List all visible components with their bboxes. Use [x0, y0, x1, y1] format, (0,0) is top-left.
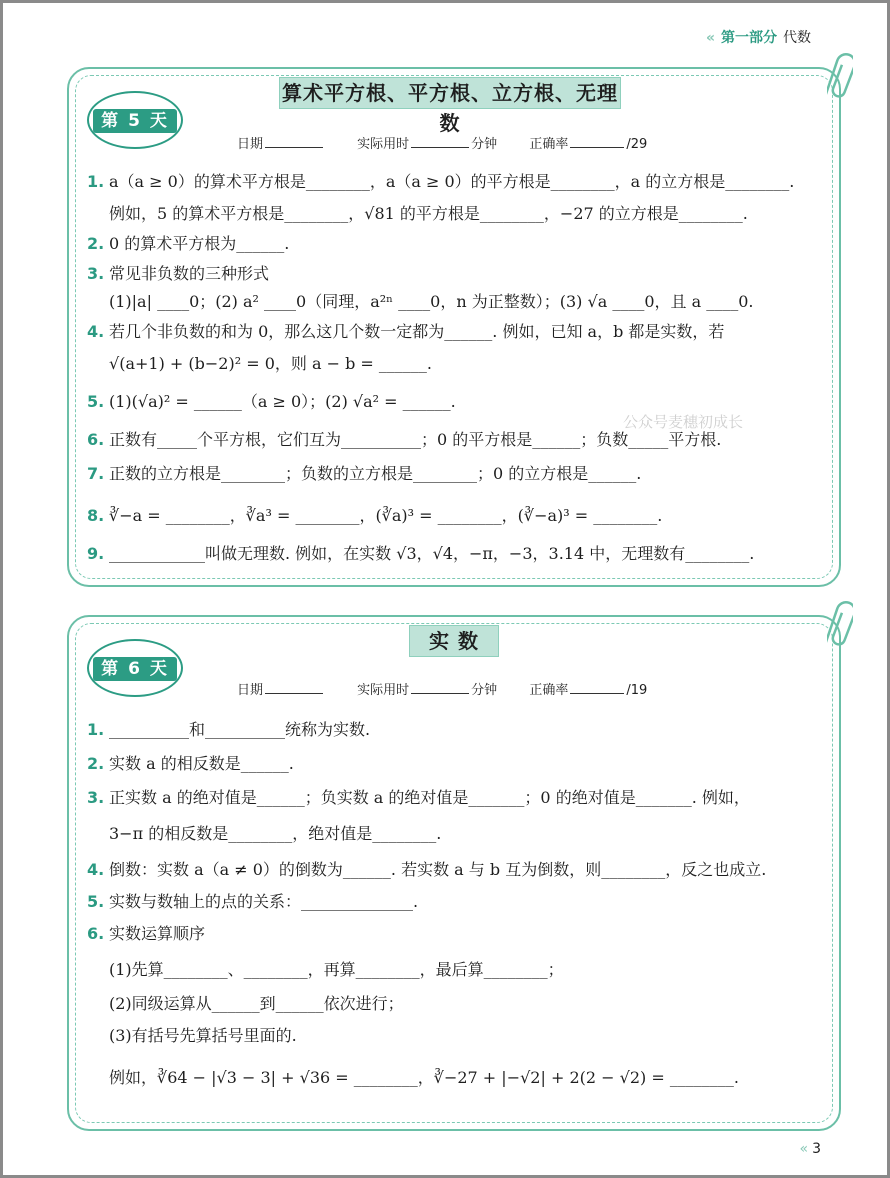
day6-title: 实 数 — [409, 625, 499, 657]
question-3-example: 3−π 的相反数是________，绝对值是________. — [109, 824, 442, 843]
question-1: 1. a（a ≥ 0）的算术平方根是________，a（a ≥ 0）的平方根是________，a 的立方根是________. — [87, 172, 795, 191]
date-label: 日期 — [237, 137, 264, 152]
question-6-step1: (1)先算________、________，再算________，最后算________； — [109, 960, 564, 979]
time-label: 实际用时 — [357, 683, 410, 698]
accuracy-blank[interactable] — [570, 692, 624, 694]
question-6: 6. 实数运算顺序 — [87, 924, 206, 943]
question-3: 3. 常见非负数的三种形式 — [87, 264, 270, 283]
day6-meta — [237, 679, 647, 698]
question-5: 5. 实数与数轴上的点的关系：______________. — [87, 892, 419, 911]
accuracy-total: /29 — [626, 137, 648, 152]
question-3: 3. 正实数 a 的绝对值是______；负实数 a 的绝对值是_______；0 的绝对值是_______. 例如， — [87, 788, 750, 807]
question-6-example: 例如，∛64 − |√3 − 3| + √36 = ________，∛−27 + |−√2| + 2(2 − √2) = ________. — [109, 1068, 739, 1087]
question-2: 2. 0 的算术平方根为______. — [87, 234, 290, 253]
day5-meta — [237, 133, 647, 152]
day5-badge — [87, 91, 183, 149]
time-blank[interactable] — [411, 692, 469, 694]
watermark: 公众号麦穗初成长 — [623, 413, 744, 431]
question-8: 8. ∛−a = ________，∛a³ = ________，(∛a)³ = ________，(∛−a)³ = ________. — [87, 506, 663, 525]
workbook-page — [3, 3, 887, 1175]
question-2: 2. 实数 a 的相反数是______. — [87, 754, 294, 773]
day6-badge — [87, 639, 183, 697]
question-9: 9. ____________叫做无理数. 例如，在实数 √3，√4，−π，−3，3.14 中，无理数有________. — [87, 544, 755, 563]
double-chevron-icon: « — [799, 1141, 809, 1157]
day6-badge-label: 第 6 天 — [93, 657, 177, 681]
day5-badge-label: 第 5 天 — [93, 109, 177, 133]
page-header — [706, 27, 811, 47]
paperclip-icon — [827, 49, 853, 103]
page-number: 3 — [812, 1141, 821, 1157]
page-footer — [800, 1141, 822, 1157]
paperclip-icon — [827, 597, 853, 651]
question-1-example: 例如，5 的算术平方根是________，√81 的平方根是________，−27 的立方根是________. — [109, 204, 748, 223]
time-blank[interactable] — [411, 146, 469, 148]
question-4: 4. 若几个非负数的和为 0，那么这几个数一定都为______. 例如，已知 a，b 都是实数，若 — [87, 322, 725, 341]
question-6: 6. 正数有_____个平方根，它们互为__________；0 的平方根是______；负数_____平方根. — [87, 430, 722, 449]
minute-label: 分钟 — [471, 137, 498, 152]
accuracy-label: 正确率 — [529, 683, 569, 698]
question-6-step2: (2)同级运算从______到______依次进行； — [109, 994, 404, 1013]
question-5: 5. (1)(√a)² = ______（a ≥ 0）；(2) √a² = ______. — [87, 392, 456, 411]
day5-section — [67, 67, 841, 587]
date-blank[interactable] — [265, 692, 323, 694]
day6-section — [67, 615, 841, 1131]
header-subject: 代数 — [783, 30, 811, 46]
question-3-forms: (1)|a| ____0；(2) a² ____0（同理，a²ⁿ ____0，n 为正整数）；(3) √a ____0，且 a ____0. — [109, 292, 754, 311]
question-4-example: √(a+1) + (b−2)² = 0，则 a − b = ______. — [109, 354, 432, 373]
header-part: 第一部分 — [721, 30, 777, 46]
question-1: 1. __________和__________统称为实数. — [87, 720, 371, 739]
question-6-step3: (3)有括号先算括号里面的. — [109, 1026, 297, 1045]
double-chevron-icon: « — [705, 30, 715, 46]
time-label: 实际用时 — [357, 137, 410, 152]
question-4: 4. 倒数：实数 a（a ≠ 0）的倒数为______. 若实数 a 与 b 互为倒数，则________，反之也成立. — [87, 860, 767, 879]
accuracy-label: 正确率 — [529, 137, 569, 152]
minute-label: 分钟 — [471, 683, 498, 698]
question-7: 7. 正数的立方根是________；负数的立方根是________；0 的立方根是______. — [87, 464, 642, 483]
date-label: 日期 — [237, 683, 264, 698]
date-blank[interactable] — [265, 146, 323, 148]
accuracy-total: /19 — [626, 683, 648, 698]
day5-title: 算术平方根、平方根、立方根、无理数 — [279, 77, 621, 109]
accuracy-blank[interactable] — [570, 146, 624, 148]
